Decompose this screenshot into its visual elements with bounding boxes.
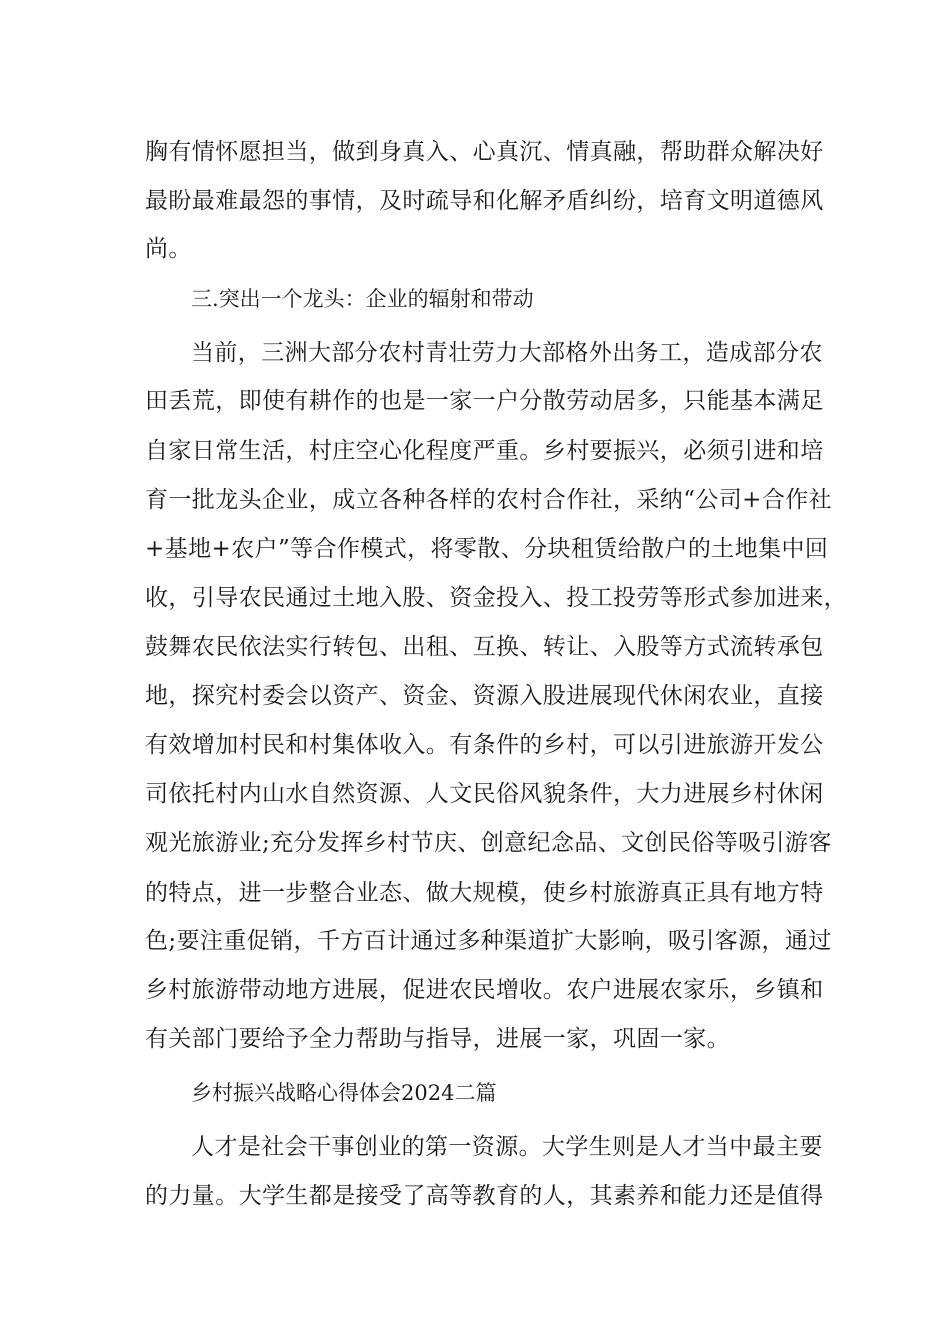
paragraph-line: 尚。 <box>145 236 192 262</box>
paragraph-line: 乡村旅游带动地方进展，促进农民增收。农户进展农家乐，乡镇和 <box>145 977 824 1003</box>
paragraph-line: 色;要注重促销，千方百计通过多种渠道扩大影响，吸引客源，通过 <box>145 928 832 954</box>
paragraph-line: 的特点，进一步整合业态、做大规模，使乡村旅游真正具有地方特 <box>145 880 824 906</box>
paragraph-line: 有效增加村民和村集体收入。有条件的乡村，可以引进旅游开发公 <box>145 732 824 758</box>
paragraph-line: 的力量。大学生都是接受了高等教育的人，其素养和能力还是值得 <box>145 1183 824 1209</box>
paragraph-line: 人才是社会干事创业的第一资源。大学生则是人才当中最主要 <box>191 1134 823 1160</box>
paragraph-line: 自家日常生活，村庄空心化程度严重。乡村要振兴，必须引进和培 <box>145 438 824 464</box>
paragraph-line: 胸有情怀愿担当，做到身真入、心真沉、情真融，帮助群众解决好 <box>145 139 824 165</box>
section-heading: 乡村振兴战略心得体会2024二篇 <box>191 1081 497 1105</box>
paragraph-line: 有关部门要给予全力帮助与指导，进展一家，巩固一家。 <box>145 1026 730 1052</box>
paragraph-line: 最盼最难最怨的事情，及时疏导和化解矛盾纠纷，培育文明道德风 <box>145 188 824 214</box>
paragraph-line: 当前，三洲大部分农村青壮劳力大部格外出务工，造成部分农 <box>191 340 823 366</box>
paragraph-line: +基地+农户”等合作模式，将零散、分块租赁给散户的土地集中回 <box>145 536 829 562</box>
section-heading: 三.突出一个龙头：企业的辐射和带动 <box>191 287 534 311</box>
paragraph-line: 地，探究村委会以资产、资金、资源入股进展现代休闲农业，直接 <box>145 683 824 709</box>
paragraph-line: 收，引导农民通过土地入股、资金投入、投工投劳等形式参加进来， <box>145 585 847 611</box>
paragraph-line: 田丢荒，即使有耕作的也是一家一户分散劳动居多，只能基本满足 <box>145 388 824 414</box>
paragraph-line: 司依托村内山水自然资源、人文民俗风貌条件，大力进展乡村休闲 <box>145 781 824 807</box>
paragraph-line: 鼓舞农民依法实行转包、出租、互换、转让、入股等方式流转承包 <box>145 634 824 660</box>
paragraph-line: 观光旅游业;充分发挥乡村节庆、创意纪念品、文创民俗等吸引游客 <box>145 830 832 856</box>
paragraph-line: 育一批龙头企业，成立各种各样的农村合作社，采纳“公司+合作社 <box>145 487 833 513</box>
